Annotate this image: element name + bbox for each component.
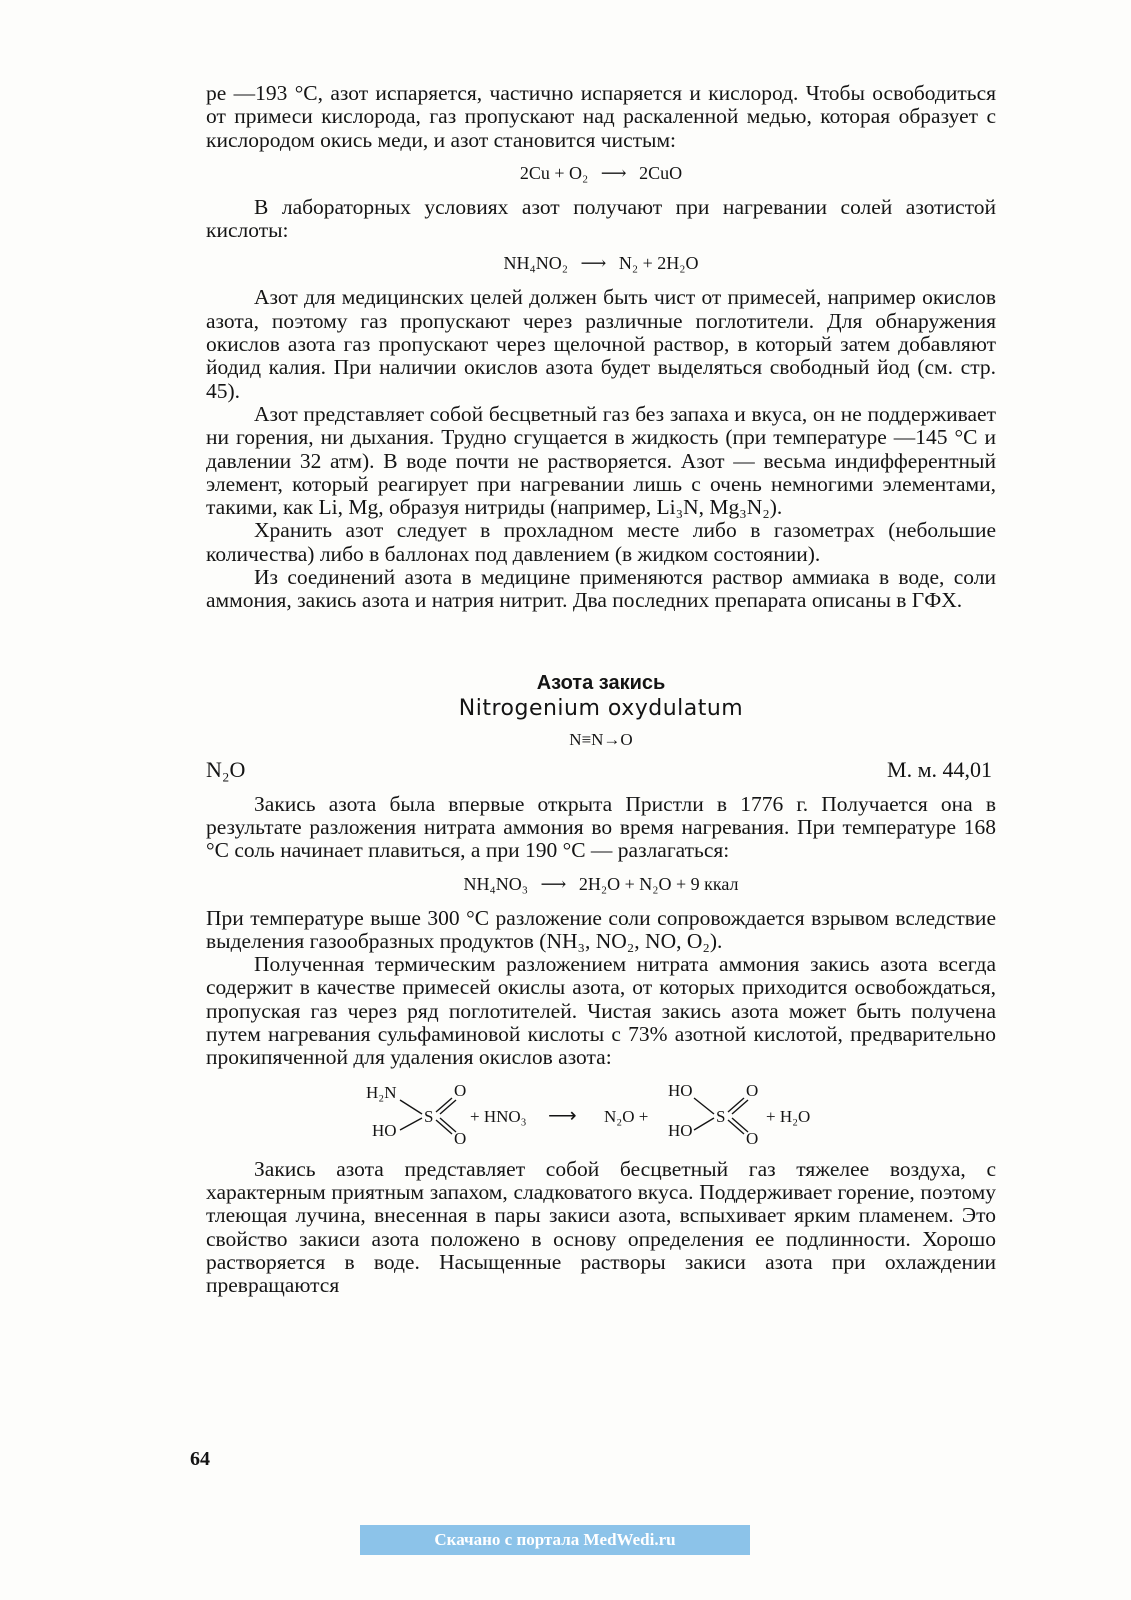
product-ho-bottom: HO (668, 1120, 693, 1140)
reaction-arrow: ⟶ (548, 1104, 577, 1127)
reactant-ho: HO (372, 1120, 397, 1140)
bond-line (400, 1118, 422, 1130)
paragraph-storage: Хранить азот следует в прохладном месте либо в газометрах (небольшие количества) либо в баллонах под давлением (в жидком состоянии). (206, 518, 996, 566)
eq3-arrow: ⟶ (540, 873, 567, 894)
paragraph-explosion: При температуре выше 300 °С разложение соли сопровождается взрывом вследствие выделения газообразных продуктов (NH₃, NO₂, NO, O₂). (206, 905, 996, 953)
product-n2o: N₂O + (604, 1106, 649, 1126)
paragraph-discovery: Закись азота была впервые открыта Пристли в 1776 г. Получается она в результате разложения нитрата аммония во время нагревания. При температуре 168 °С соль начинает плавиться, а при 190 °С — разлагаться: (206, 791, 996, 863)
equation-nitrite (206, 252, 996, 274)
chemical-formula: N₂O (206, 756, 246, 782)
eq2-left: NH₄NO₂ (503, 253, 569, 274)
equation-copper-oxide (206, 162, 996, 184)
paragraph-properties: Азот представляет собой бесцветный газ без запаха и вкуса, он не поддерживает ни горения, ни дыхания. Трудно сгущается в жидкость (при температуре —145 °С и давлении 32 атм). В воде почти не растворяется. Азот — весьма индифферентный элемент, который реагирует при нагревании лишь с очень немногими элементами, такими, как Li, Mg, образуя нитриды (например, Li₃N, Mg₃N₂). (206, 401, 996, 520)
structural-formula: N≡N→O (569, 729, 633, 749)
bond-line (400, 1100, 422, 1114)
paragraph-medical: Азот для медицинских целей должен быть чист от примесей, например окислов азота, поэтому газ пропускают через различные поглотители. Для обнаружения окислов азота газ пропускают через щелочной раствор, в который затем добавляют йодид калия. При наличии окислов азота будет выделяться свободный йод (см. стр. 45). (206, 285, 996, 403)
product-ho-top: HO (668, 1080, 693, 1100)
oxygen-bottom-2: O (746, 1128, 759, 1148)
eq1-left: 2Cu + O₂ (519, 162, 589, 183)
eq3-right: 2H₂O + N₂O + 9 ккал (578, 873, 739, 894)
eq2-right: N₂ + 2H₂O (618, 253, 699, 274)
bond-line (694, 1118, 714, 1130)
sulfur-atom-2: S (716, 1106, 726, 1126)
formula-line (206, 757, 996, 783)
paragraph-intro: ре —193 °С, азот испаряется, частично испаряется и кислород. Чтобы освободиться от примеси кислорода, газ пропускают над раскаленной медью, которая образует с кислородом окись меди, и азот становится чистым: (206, 81, 996, 152)
paragraph-compounds: Из соединений азота в медицине применяются раствор аммиака в воде, соли аммония, закись азота и натрия нитрит. Два последних препарата описаны в ГФХ. (206, 565, 996, 613)
plus-hno3: + HNO₃ (470, 1106, 527, 1126)
sulfur-atom-1: S (424, 1106, 434, 1126)
bond-line (694, 1098, 714, 1114)
equation-sulfamic (206, 1078, 996, 1148)
reactant-h2n: H₂N (366, 1082, 397, 1102)
oxygen-top-1: O (454, 1080, 467, 1100)
eq1-right: 2CuO (639, 162, 683, 183)
paragraph-lab: В лабораторных условиях азот получают при нагревании солей азотистой кислоты: (206, 194, 996, 243)
page-number: 64 (190, 1448, 210, 1470)
section-title-latin: Nitrogenium oxydulatum (458, 695, 744, 721)
eq3-left: NH₄NO₃ (463, 873, 529, 894)
plus-water: + H₂O (766, 1106, 811, 1126)
section-title-ru: Азота закись (536, 671, 666, 694)
oxygen-bottom-1: O (454, 1128, 467, 1148)
sulfamic-reaction-diagram (366, 1078, 836, 1148)
page-body (206, 82, 996, 1297)
download-banner: Скачано с портала MedWedi.ru (360, 1525, 750, 1555)
equation-nitrate (206, 873, 996, 895)
paragraph-purification: Полученная термическим разложением нитрата аммония закись азота всегда содержит в качестве примесей окислы азота, от которых приходится освобождаться, пропуская газ через ряд поглотителей. Чистая закись азота может быть получена путем нагревания сульфаминовой кислоты с 73% азотной кислотой, предварительно прокипяченной для удаления окислов азота: (206, 952, 996, 1070)
eq2-arrow: ⟶ (580, 253, 607, 274)
eq1-arrow: ⟶ (600, 162, 627, 183)
paragraph-description: Закись азота представляет собой бесцветный газ тяжелее воздуха, с характерным приятным запахом, сладковатого вкуса. Поддерживает горение, поэтому тлеющая лучина, внесенная в пары закиси азота, вспыхивает ярким пламенем. Это свойство закиси азота положено в основу определения ее подлинности. Хорошо растворяется в воде. Насыщенные растворы закиси азота при охлаждении превращаются (206, 1156, 996, 1298)
oxygen-top-2: O (746, 1080, 759, 1100)
molar-mass: М. м. 44,01 (887, 756, 992, 782)
